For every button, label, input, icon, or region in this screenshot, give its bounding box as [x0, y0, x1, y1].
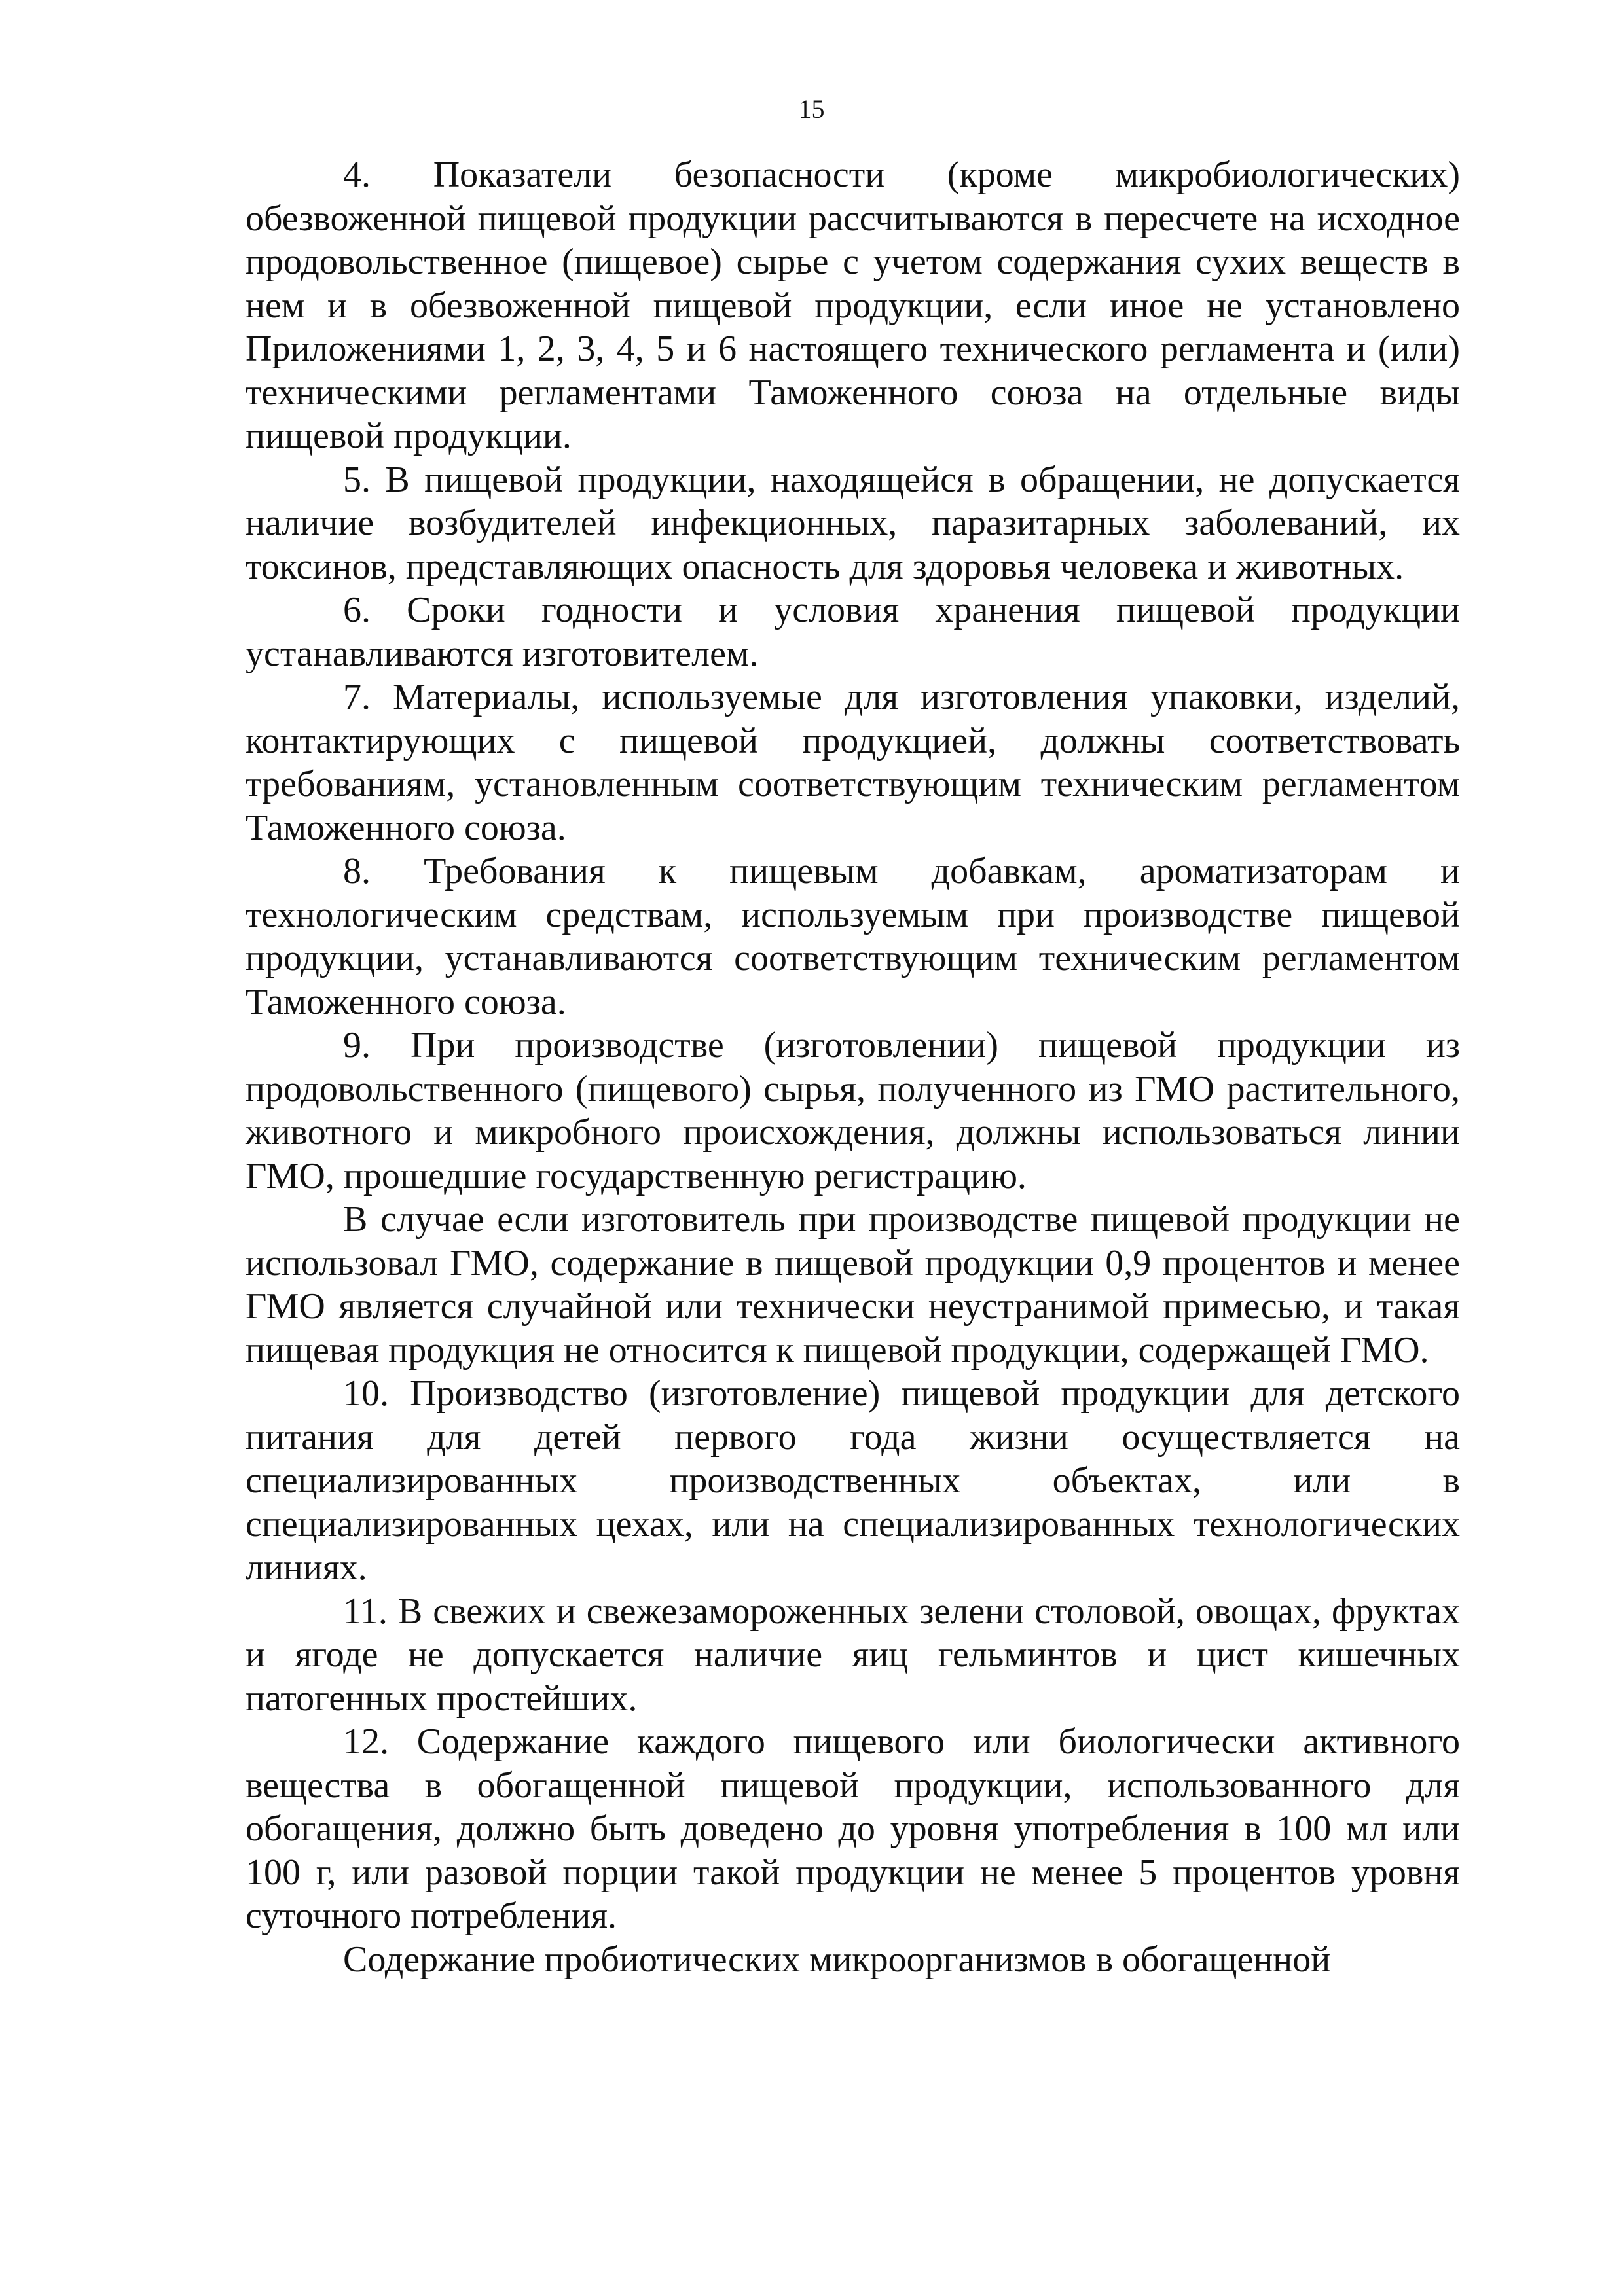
- paragraph-item-9: 9. При производстве (изготовлении) пищевой продукции из продовольственного (пищевого) сырья, полученного из ГМО растительного, животного и микробного происхождения, должны использоваться линии ГМО, прошедшие государственную регистрацию.: [246, 1025, 1460, 1196]
- paragraph-item-6: 6. Сроки годности и условия хранения пищевой продукции устанавливаются изготовителем.: [246, 590, 1460, 674]
- paragraph-item-12: 12. Содержание каждого пищевого или биологически активного вещества в обогащенной пищевой продукции, использованного для обогащения, должно быть доведено до уровня употребления в 100 мл или 100 г, или разовой порции такой продукции не менее 5 процентов уровня суточного потребления.: [246, 1721, 1460, 1936]
- paragraph-item-10: 10. Производство (изготовление) пищевой продукции для детского питания для детей первого года жизни осуществляется на специализированных производственных объектах, или в специализированных цехах, или на специализированных технологических линиях.: [246, 1373, 1460, 1588]
- paragraph-item-11: 11. В свежих и свежезамороженных зелени столовой, овощах, фруктах и ягоде не допускается наличие яиц гельминтов и цист кишечных патогенных простейших.: [246, 1590, 1460, 1719]
- page-number: 15: [798, 94, 825, 124]
- body-text: [246, 153, 1460, 1981]
- paragraph-item-7: 7. Материалы, используемые для изготовления упаковки, изделий, контактирующих с пищевой продукцией, должны соответствовать требованиям, установленным соответствующим техническим регламентом Таможенного союза.: [246, 677, 1460, 848]
- paragraph-gmo-exception: В случае если изготовитель при производстве пищевой продукции не использовал ГМО, содержание в пищевой продукции 0,9 процентов и менее ГМО является случайной или технически неустранимой примесью, и такая пищевая продукция не относится к пищевой продукции, содержащей ГМО.: [246, 1199, 1460, 1371]
- paragraph-item-4: 4. Показатели безопасности (кроме микробиологических) обезвоженной пищевой продукции рассчитываются в пересчете на исходное продовольственное (пищевое) сырье с учетом содержания сухих веществ в нем и в обезвоженной пищевой продукции, если иное не установлено Приложениями 1, 2, 3, 4, 5 и 6 настоящего технического регламента и (или) техническими регламентами Таможенного союза на отдельные виды пищевой продукции.: [246, 154, 1460, 456]
- paragraph-item-5: 5. В пищевой продукции, находящейся в обращении, не допускается наличие возбудителей инфекционных, паразитарных заболеваний, их токсинов, представляющих опасность для здоровья человека и животных.: [246, 459, 1460, 587]
- paragraph-probiotic-continued: Содержание пробиотических микроорганизмов в обогащенной: [343, 1939, 1331, 1980]
- paragraph-item-8: 8. Требования к пищевым добавкам, ароматизаторам и технологическим средствам, используемым при производстве пищевой продукции, устанавливаются соответствующим техническим регламентом Таможенного союза.: [246, 851, 1460, 1022]
